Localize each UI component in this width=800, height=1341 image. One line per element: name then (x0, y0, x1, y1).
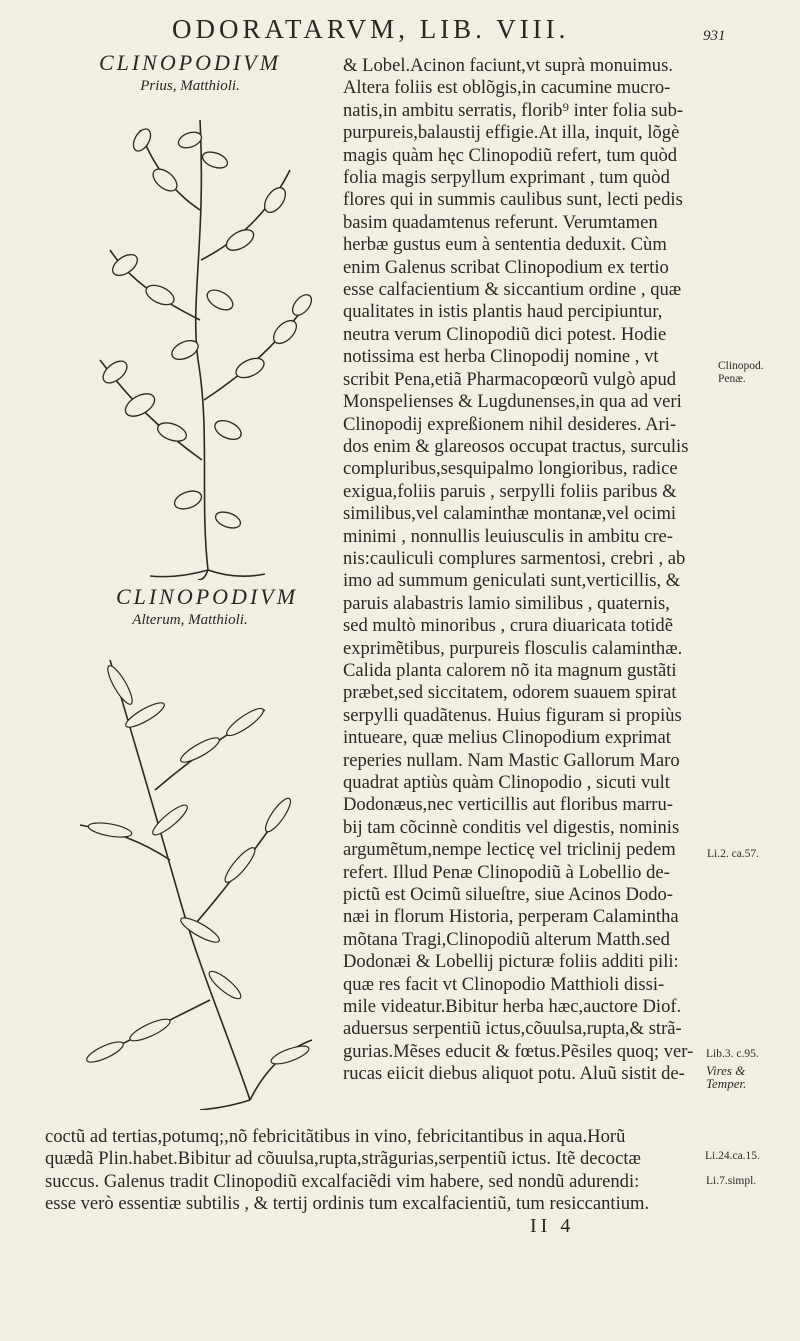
text-line: quædã Plin.habet.Bibitur ad cõuulsa,rupta,strãgurias,serpentiũ ictus. Itẽ decoctæ (45, 1148, 641, 1170)
text-line: gurias.Mẽses educit & fœtus.Pẽsiles quoq; ver- (343, 1040, 694, 1062)
text-line: intueare, quæ melius Clinopodium exprimat (343, 727, 671, 749)
text-line: compluribus,sesquipalmo longioribus, radice (343, 458, 678, 480)
text-line: quæ res facit vt Clinopodio Matthioli dissi- (343, 973, 665, 995)
margin-note-lib3: Lib.3. c.95. (706, 1048, 759, 1060)
text-line: esse calfacientium & siccantium ordine , quæ (343, 279, 682, 301)
text-line: paruis alabastris lamio similibus , quaternis, (343, 592, 670, 614)
margin-note-clinopod (718, 360, 764, 386)
text-line: similibus,vel calaminthæ montanæ,vel ocimi (343, 503, 677, 525)
text-line: serpylli quadãtenus. Huius figuram si propiùs (343, 704, 682, 726)
text-line: scribit Pena,etiã Pharmacopœorũ vulgò apud (343, 368, 677, 390)
margin-note-li7: Li.7.simpl. (706, 1175, 757, 1187)
text-line: enim Galenus scribat Clinopodium ex tertio (343, 256, 669, 278)
figure-1-subtitle: Prius, Matthioli. (140, 78, 240, 94)
text-line: Dodonæi & Lobellij picturæ foliis additi pili: (343, 951, 679, 973)
text-line: næi in florum Historia, perperam Calamintha (343, 906, 679, 928)
text-line: magis quàm hęc Clinopodiũ refert, tum quòd (343, 144, 678, 166)
figure-2-subtitle: Alterum, Matthioli. (132, 612, 248, 628)
text-line: mile videatur.Bibitur herba hæc,auctore Diof. (343, 996, 682, 1018)
signature-mark: II 4 (530, 1215, 575, 1237)
clinopodium-prius-illustration (80, 100, 330, 580)
margin-note-li24: Li.24.ca.15. (705, 1150, 760, 1162)
text-line: notissima est herba Clinopodij nomine , vt (343, 346, 659, 368)
text-line: nis:cauliculi complures sarmentosi, crebri , ab (343, 547, 686, 569)
text-line: argumẽtum,nempe lecticę vel triclinij pedem (343, 839, 676, 861)
text-line: basim quadamtenus referunt. Verumtamen (343, 211, 658, 233)
text-line: qualitates in istis plantis haud percipiuntur, (343, 301, 663, 323)
figure-1-title: CLINOPODIVM (98, 50, 282, 75)
text-line: folia magis serpyllum exprimant , tum quòd (343, 167, 670, 189)
text-line: exprimẽtibus, purpureis flosculis calaminthæ. (343, 637, 683, 659)
margin-note-line: Penæ. (718, 373, 746, 385)
text-line: refert. Illud Penæ Clinopodiũ à Lobellio de- (343, 861, 670, 883)
margin-note-line: Clinopod. (718, 360, 764, 372)
clinopodium-alterum-illustration (50, 640, 325, 1110)
text-line: esse verò essentiæ subtilis , & tertij ordinis tum excalfacientiũ, tum resiccantium. (45, 1193, 650, 1215)
text-line: neutra verum Clinopodiũ dici potest. Hodie (343, 323, 667, 345)
text-line: Altera foliis est oblõgis,in cacumine mucro- (343, 77, 671, 99)
text-line: bij tam cõcinnè conditis vel digestis, nominis (343, 816, 680, 838)
text-line: rucas eiicit diebus aliquot potu. Aluũ sistit de- (343, 1063, 685, 1085)
text-line: flores qui in summis caulibus sunt, lecti pedis (343, 189, 683, 211)
text-line: mõtana Tragi,Clinopodiũ alterum Matth.sed (343, 928, 670, 950)
margin-note-line: Temper. (706, 1076, 747, 1091)
text-line: imo ad summum geniculati sunt,verticillis, & (343, 570, 681, 592)
running-head: ODORATARVM, LIB. VIII. (172, 14, 570, 44)
text-line: Dodonæus,nec verticillis aut floribus marru- (343, 794, 673, 816)
text-line: purpureis,balaustij effigie.At illa, inquit, lõgè (343, 122, 680, 144)
margin-note-line: Vires & (706, 1063, 746, 1078)
text-line: dos enim & glareosos occupat tractus, surculis (343, 435, 689, 457)
body-text-wide (45, 1126, 710, 1216)
text-line: sed multò minoribus , crura diuaricata totidẽ (343, 615, 673, 637)
margin-note-li2: Li.2. ca.57. (707, 848, 760, 860)
page-number: 931 (703, 28, 726, 44)
text-line: aduersus serpentiũ ictus,cõuulsa,rupta,& strã- (343, 1018, 682, 1040)
text-line: quadrat aptiùs quàm Clinopodio , sicuti vult (343, 772, 670, 793)
text-line: Calida planta calorem nõ ita magnum gustãti (343, 659, 677, 681)
text-line: natis,in ambitu serratis, florib⁹ inter folia sub- (343, 99, 684, 121)
text-line: & Lobel.Acinon faciunt,vt suprà monuimus. (343, 55, 673, 76)
text-line: Clinopodij expreßionem nihil desideres. Ari- (343, 413, 677, 435)
text-line: herbæ gustus eum à sententia deduxit. Cùm (343, 234, 667, 256)
text-line: præbet,sed siccitatem, odorem suauem spirat (343, 682, 677, 704)
body-text-column (343, 55, 711, 1086)
text-line: exigua,foliis paruis , serpylli foliis paribus & (343, 480, 677, 502)
figure-2-title: CLINOPODIVM (115, 584, 299, 609)
margin-note-vires (706, 1064, 746, 1090)
text-line: Monspelienses & Lugdunenses,in qua ad veri (343, 391, 682, 413)
text-line: succus. Galenus tradit Clinopodiũ excalfaciẽdi vim habere, sed nondũ adurendi: (45, 1170, 640, 1192)
text-line: pictũ est Ocimũ silueſtre, siue Acinos Dodo- (343, 884, 673, 906)
text-line: minimi , nonnullis leuiusculis in ambitu cre- (343, 525, 674, 547)
text-line: coctũ ad tertias,potumq;,nõ febricitãtibus in vino, febricitantibus in aqua.Horũ (45, 1126, 626, 1147)
text-line: reperies nullam. Nam Mastic Gallorum Maro (343, 749, 680, 771)
